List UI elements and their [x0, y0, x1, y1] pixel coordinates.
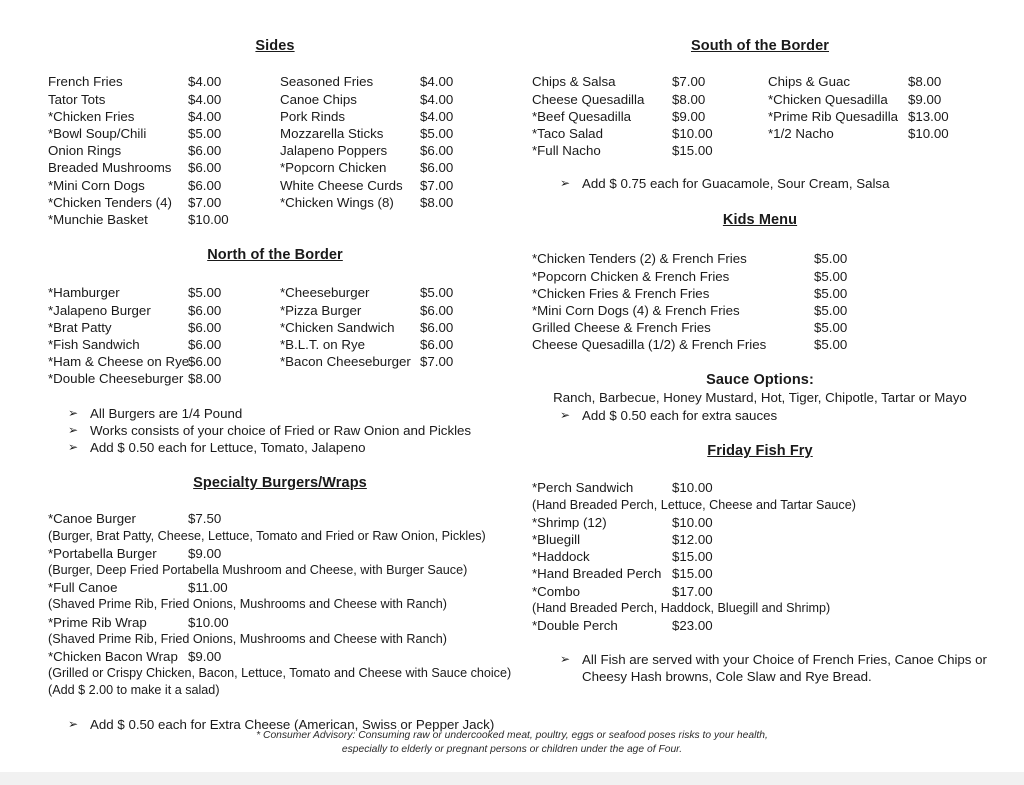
item-price: $7.00	[672, 74, 706, 90]
note-bullet	[520, 175, 1000, 192]
menu-row	[40, 194, 510, 211]
menu-row	[520, 302, 1000, 319]
item-price: $9.00	[672, 108, 706, 124]
item-price: $7.00	[420, 177, 454, 193]
item-name: *Chicken Quesadilla	[768, 91, 888, 107]
item-price: $5.00	[814, 320, 848, 336]
menu-row	[520, 548, 1000, 565]
item-price: $6.00	[188, 143, 222, 159]
menu-row	[40, 648, 520, 665]
item-name: Chips & Salsa	[532, 74, 616, 90]
item-name: Tator Tots	[48, 91, 106, 107]
note-text-continued: Cheesy Hash browns, Cole Slaw and Rye Bread.	[582, 669, 872, 685]
item-price: $4.00	[188, 108, 222, 124]
note-bullet	[40, 405, 510, 422]
fish-title: Friday Fish Fry	[707, 443, 813, 459]
item-name: *Brat Patty	[48, 319, 112, 335]
item-price: $15.00	[672, 549, 713, 565]
arrow-bullet-icon: ➢	[68, 440, 79, 455]
menu-row	[520, 565, 1000, 582]
sauce-options-list: Ranch, Barbecue, Honey Mustard, Hot, Tiger, Chipotle, Tartar or Mayo	[553, 390, 967, 406]
item-description	[520, 600, 1000, 617]
item-name: *1/2 Nacho	[768, 125, 834, 141]
menu-row	[40, 91, 510, 108]
item-name: Pork Rinds	[280, 108, 346, 124]
item-description-text: (Burger, Brat Patty, Cheese, Lettuce, Tomato and Fried or Raw Onion, Pickles)	[48, 528, 486, 543]
north-item-list	[40, 284, 510, 387]
fish-notes	[520, 651, 1000, 686]
note-text: All Burgers are 1/4 Pound	[90, 405, 243, 421]
kids-title: Kids Menu	[722, 212, 798, 228]
section-sauce-options	[520, 372, 1000, 424]
section-specialty-burgers-wraps	[40, 475, 520, 734]
section-friday-fish-fry	[520, 443, 1000, 686]
item-name: Seasoned Fries	[280, 74, 374, 90]
item-price: $10.00	[672, 125, 713, 141]
note-bullet	[520, 651, 1000, 686]
item-name: *Bluegill	[532, 531, 581, 547]
item-price: $17.00	[672, 583, 713, 599]
item-price: $12.00	[672, 531, 713, 547]
item-price: $5.00	[420, 285, 454, 301]
item-price: $7.00	[188, 194, 222, 210]
section-kids-menu	[520, 212, 1000, 354]
arrow-bullet-icon: ➢	[560, 407, 571, 422]
menu-row	[520, 583, 1000, 600]
item-name: *Jalapeno Burger	[48, 302, 151, 318]
item-description	[520, 497, 1000, 514]
item-description	[40, 682, 520, 699]
item-name: *Beef Quesadilla	[532, 108, 632, 124]
item-description-text: (Shaved Prime Rib, Fried Onions, Mushrooms and Cheese with Ranch)	[48, 597, 447, 612]
item-description	[40, 631, 520, 648]
item-name: *Chicken Tenders (2) & French Fries	[532, 251, 747, 267]
item-name: *Popcorn Chicken & French Fries	[532, 268, 730, 284]
item-price: $13.00	[908, 108, 949, 124]
item-name: *Chicken Wings (8)	[280, 194, 394, 210]
south-notes	[520, 175, 1000, 192]
advisory-line-2: especially to elderly or pregnant persons or children under the age of Four.	[341, 743, 683, 755]
item-name: French Fries	[48, 74, 123, 90]
item-price: $7.50	[188, 511, 222, 527]
item-name: *Shrimp (12)	[532, 514, 607, 530]
sides-item-list	[40, 73, 510, 228]
north-title: North of the Border	[207, 247, 343, 263]
north-notes	[40, 405, 510, 457]
item-price: $4.00	[188, 91, 222, 107]
item-name: Jalapeno Poppers	[280, 143, 388, 159]
item-name: *Mini Corn Dogs	[48, 177, 145, 193]
item-price: $9.00	[188, 648, 222, 664]
item-name: *Bacon Cheeseburger	[280, 354, 411, 370]
menu-row	[40, 284, 510, 301]
menu-row	[40, 336, 510, 353]
item-name: *Popcorn Chicken	[280, 160, 387, 176]
note-text: Add $ 0.50 each for extra sauces	[582, 407, 778, 423]
note-text: Add $ 0.50 each for Extra Cheese (American, Swiss or Pepper Jack)	[90, 717, 495, 733]
item-price: $6.00	[188, 177, 222, 193]
item-name: Cheese Quesadilla (1/2) & French Fries	[532, 337, 767, 353]
item-name: *Bowl Soup/Chili	[48, 125, 147, 141]
menu-row	[520, 91, 1000, 108]
item-name: *Double Cheeseburger	[48, 371, 184, 387]
menu-row	[520, 108, 1000, 125]
item-name: *Chicken Sandwich	[280, 319, 395, 335]
item-name: *Taco Salad	[532, 125, 603, 141]
item-price: $10.00	[188, 614, 229, 630]
item-description-text: (Hand Breaded Perch, Haddock, Bluegill and Shrimp)	[532, 600, 831, 615]
menu-row	[520, 250, 1000, 267]
menu-row	[40, 125, 510, 142]
item-description-text: (Shaved Prime Rib, Fried Onions, Mushrooms and Cheese with Ranch)	[48, 631, 447, 646]
menu-row	[520, 531, 1000, 548]
item-price: $6.00	[420, 336, 454, 352]
item-price: $11.00	[188, 580, 228, 596]
note-text: All Fish are served with your Choice of French Fries, Canoe Chips or	[582, 652, 987, 668]
item-price: $5.00	[188, 285, 222, 301]
item-name: *Chicken Tenders (4)	[48, 194, 172, 210]
item-price: $8.00	[188, 371, 222, 387]
item-price: $6.00	[420, 160, 454, 176]
arrow-bullet-icon: ➢	[560, 652, 571, 667]
specialty-title: Specialty Burgers/Wraps	[193, 475, 367, 491]
item-name: *Haddock	[532, 549, 590, 565]
item-description-text: (Hand Breaded Perch, Lettuce, Cheese and Tartar Sauce)	[532, 497, 856, 512]
item-price: $5.00	[814, 302, 848, 318]
item-price: $15.00	[672, 143, 713, 159]
note-bullet	[520, 407, 1000, 424]
menu-row	[520, 142, 1000, 159]
item-name: Cheese Quesadilla	[532, 91, 645, 107]
item-name: *Perch Sandwich	[532, 480, 634, 496]
item-price: $9.00	[188, 545, 222, 561]
menu-row	[40, 73, 510, 90]
section-sides	[40, 38, 510, 228]
menu-row	[40, 579, 520, 596]
menu-row	[520, 336, 1000, 353]
item-name: *Chicken Fries	[48, 108, 135, 124]
item-price: $5.00	[420, 125, 454, 141]
item-name: *Cheeseburger	[280, 285, 370, 301]
item-price: $5.00	[814, 251, 848, 267]
item-price: $6.00	[188, 160, 222, 176]
item-name: *Pizza Burger	[280, 302, 362, 318]
item-price: $4.00	[420, 91, 454, 107]
menu-row	[520, 73, 1000, 90]
arrow-bullet-icon: ➢	[560, 176, 571, 191]
note-bullet	[40, 439, 510, 456]
item-description	[40, 596, 520, 613]
item-description	[40, 562, 520, 579]
item-price: $10.00	[672, 480, 713, 496]
menu-row	[40, 159, 510, 176]
item-name: *Chicken Fries & French Fries	[532, 285, 710, 301]
consumer-advisory	[0, 729, 1024, 756]
item-price: $6.00	[420, 319, 454, 335]
item-name: Mozzarella Sticks	[280, 125, 384, 141]
item-name: White Cheese Curds	[280, 177, 403, 193]
sides-title: Sides	[255, 38, 295, 54]
menu-row	[520, 125, 1000, 142]
item-price: $5.00	[814, 268, 848, 284]
menu-row	[40, 614, 520, 631]
item-price: $5.00	[814, 337, 848, 353]
menu-row	[40, 142, 510, 159]
item-name: *Prime Rib Quesadilla	[768, 108, 899, 124]
kids-item-list	[520, 250, 1000, 353]
item-price: $8.00	[672, 91, 706, 107]
item-name: *Combo	[532, 583, 581, 599]
arrow-bullet-icon: ➢	[68, 717, 79, 732]
fish-item-list	[520, 479, 1000, 634]
item-price: $4.00	[420, 74, 454, 90]
advisory-line-1: * Consumer Advisory: Consuming raw or undercooked meat, poultry, eggs or seafood poses risks to your health,	[256, 730, 768, 741]
menu-row	[520, 617, 1000, 634]
item-price: $23.00	[672, 617, 713, 633]
item-name: *Full Canoe	[48, 580, 118, 596]
item-name: *Fish Sandwich	[48, 336, 140, 352]
item-name: *Hamburger	[48, 285, 120, 301]
item-name: *Mini Corn Dogs (4) & French Fries	[532, 302, 740, 318]
menu-row	[40, 211, 510, 228]
menu-row	[40, 108, 510, 125]
item-price: $10.00	[188, 211, 229, 227]
item-description-text: (Grilled or Crispy Chicken, Bacon, Lettuce, Tomato and Cheese with Sauce choice)	[48, 666, 512, 681]
item-price: $8.00	[908, 74, 942, 90]
south-item-list	[520, 73, 1000, 159]
item-name: *Portabella Burger	[48, 545, 157, 561]
item-name: *Prime Rib Wrap	[48, 614, 147, 630]
item-price: $6.00	[420, 143, 454, 159]
menu-row	[40, 510, 520, 527]
item-price: $9.00	[908, 91, 942, 107]
item-name: *Chicken Bacon Wrap	[48, 648, 178, 664]
item-name: *Munchie Basket	[48, 211, 148, 227]
item-name: *Ham & Cheese on Rye	[48, 354, 190, 370]
item-price: $10.00	[672, 514, 713, 530]
sauce-notes	[520, 407, 1000, 424]
arrow-bullet-icon: ➢	[68, 405, 79, 420]
item-price: $15.00	[672, 566, 713, 582]
item-name: *Full Nacho	[532, 143, 601, 159]
item-price: $6.00	[188, 354, 222, 370]
menu-row	[40, 302, 510, 319]
item-price: $6.00	[188, 336, 222, 352]
section-north-of-the-border	[40, 247, 510, 457]
item-description-text: (Burger, Deep Fried Portabella Mushroom and Cheese, with Burger Sauce)	[48, 562, 468, 577]
item-name: Onion Rings	[48, 143, 122, 159]
item-description	[40, 665, 520, 682]
section-south-of-the-border	[520, 38, 1000, 193]
item-price: $7.00	[420, 354, 454, 370]
south-title: South of the Border	[690, 38, 830, 54]
page-bottom-edge	[0, 772, 1024, 785]
note-text: Add $ 0.50 each for Lettuce, Tomato, Jalapeno	[90, 440, 366, 456]
item-name: *B.L.T. on Rye	[280, 336, 365, 352]
note-bullet	[40, 422, 510, 439]
menu-row	[520, 285, 1000, 302]
note-text: Add $ 0.75 each for Guacamole, Sour Cream, Salsa	[582, 176, 890, 192]
sauce-options-title: Sauce Options:	[706, 372, 814, 388]
item-description	[40, 528, 520, 545]
item-price: $5.00	[188, 125, 222, 141]
item-price: $6.00	[420, 302, 454, 318]
item-name: Grilled Cheese & French Fries	[532, 320, 711, 336]
note-text: Works consists of your choice of Fried or Raw Onion and Pickles	[90, 422, 472, 438]
menu-row	[40, 545, 520, 562]
menu-row	[40, 370, 510, 387]
item-price: $10.00	[908, 125, 949, 141]
item-name: Breaded Mushrooms	[48, 160, 172, 176]
item-description-text: (Add $ 2.00 to make it a salad)	[48, 683, 220, 698]
item-name: Canoe Chips	[280, 91, 357, 107]
specialty-item-list	[40, 510, 520, 699]
item-price: $4.00	[420, 108, 454, 124]
menu-row	[40, 177, 510, 194]
item-price: $6.00	[188, 319, 222, 335]
item-price: $5.00	[814, 285, 848, 301]
item-name: Chips & Guac	[768, 74, 851, 90]
menu-row	[520, 514, 1000, 531]
menu-row	[520, 268, 1000, 285]
item-name: *Double Perch	[532, 617, 618, 633]
item-price: $4.00	[188, 74, 222, 90]
item-name: *Canoe Burger	[48, 511, 136, 527]
menu-row	[520, 319, 1000, 336]
arrow-bullet-icon: ➢	[68, 422, 79, 437]
menu-row	[520, 479, 1000, 496]
item-price: $6.00	[188, 302, 222, 318]
item-name: *Hand Breaded Perch	[532, 566, 662, 582]
item-price: $8.00	[420, 194, 454, 210]
menu-row	[40, 353, 510, 370]
menu-row	[40, 319, 510, 336]
